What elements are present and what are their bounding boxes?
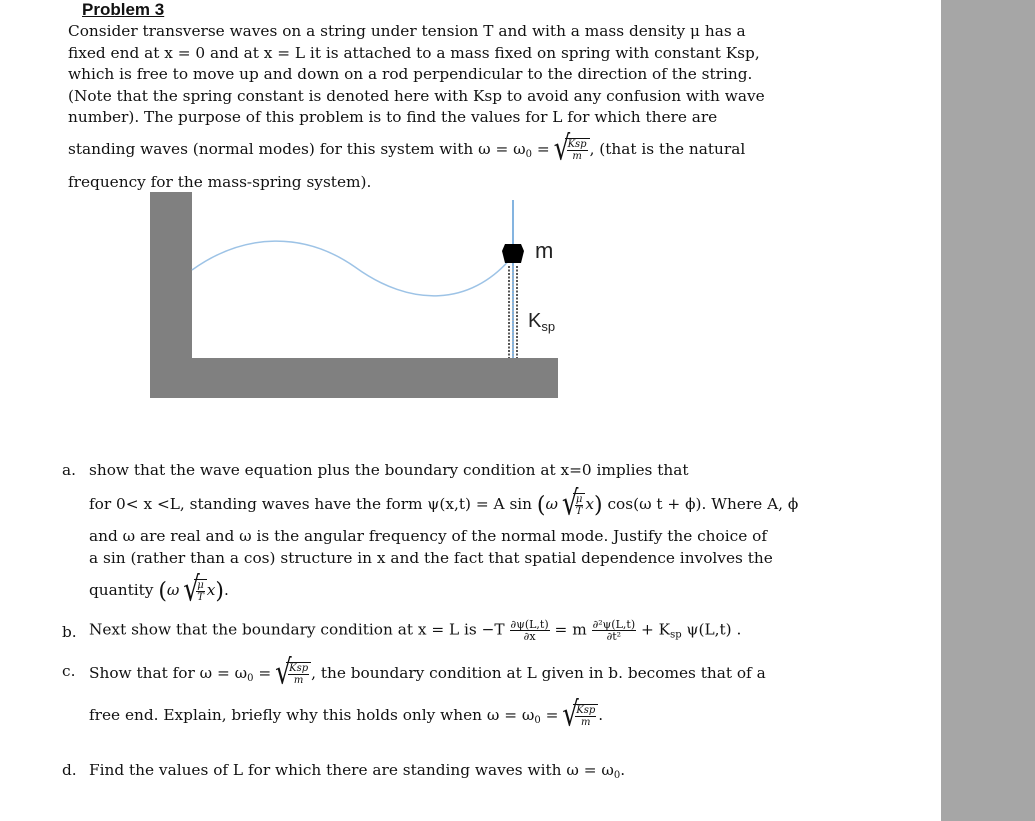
intro-line-4: (Note that the spring constant is denoted here with Ksp to avoid any confusion with wave [68, 86, 765, 105]
problem-title: Problem 3 [82, 0, 165, 19]
part-a-line-4: a sin (rather than a cos) structure in x and the fact that spatial dependence involves the [89, 549, 773, 567]
part-a-line-2: for 0< x <L, standing waves have the form ψ(x,t) = A sin (ω √ $\frac{\mu}{T}$ x) cos(ω t + ϕ). Where A, ϕ [89, 493, 798, 518]
mass-block [502, 244, 524, 263]
floor-base [150, 358, 558, 398]
intro-line-1: Consider transverse waves on a string under tension T and with a mass density μ has a [68, 22, 746, 40]
intro-line-5: number). The purpose of this problem is to find the values for L for which there are [68, 108, 718, 126]
intro-line-3: which is free to move up and down on a rod perpendicular to the direction of the string. [68, 65, 753, 83]
right-margin-gray [941, 0, 1035, 821]
part-a-line-5: quantity (ω √ $\frac{\mu}{T}$ x). [89, 579, 229, 604]
omega-definition-line: standing waves (normal modes) for this system with $\omega = \omega_0$ = √ $\frac{\text{Ksp}}{m}$ , (that is the natural [68, 138, 745, 162]
sqrt-ksp-over-m: √ $\frac{\text{Ksp}}{m}$ [555, 138, 590, 162]
wave-string [192, 241, 512, 296]
part-b-text: Next show that the boundary condition at x = L is −T [89, 620, 505, 639]
mass-label: m [535, 238, 554, 263]
problem-intro [68, 21, 868, 129]
intro-last-line: frequency for the mass-spring system). [68, 173, 372, 191]
part-a-line-3: and ω are real and ω is the angular frequency of the normal mode. Justify the choice of [89, 527, 767, 545]
document-page: Problem 3 Consider transverse waves on a string under tension T and with a mass density μ has a fixed end at x = 0 and at x = L it is attached to a mass fixed on spring with constant Ksp, which is free to move up and down on a rod perpendicular to the direction of the string. (Note that the spring constant is denoted here with Ksp to avoid any confusion with wave number). The purpose of this problem is to find the values for L for which there are standing waves (normal modes) for this system with $\omega = \omega_0$ = √ $\frac{\text{Ksp}}{m}$ , (that is the natural frequency for the mass-spring system). m $K_{sp}$ a. show that the wave equation plus the boundary condition at x=0 implies that for 0< x <L, standing waves have the form ψ(x,t) = A sin (ω √ $\frac{\mu}{T}$ x) cos(ω t + ϕ). Where A, ϕ and ω are real and ω is the angular frequency of the normal mode. Justify the choice of a sin (rather than a cos) structure in x and the fact that spatial dependence involves the quantity (ω √ $\frac{\mu}{T}$ x). b. Next show that the boundary condition at x = L is −T $\frac{\partial\psi(L,t)}{\partial x}$ = m $\frac{\text{∂²ψ(L,t)}}{\text{∂t²}}$ + $K_{sp}$ ψ(L,t) . c. Show that for $\omega = \omega_0$ = √ $\frac{\text{Ksp}}{m}$ , the boundary condition at L given in b. becomes that of a free end. Explain, briefly why this holds only when $\omega = \omega_0$ = √ $\frac{\text{Ksp}}{m}$ . d. Find the values of L for which there are standing waves with $\omega = \omega_0$. [0, 0, 941, 821]
string-spring-diagram [150, 192, 570, 402]
intro-line-2: fixed end at x = 0 and at x = L it is attached to a mass fixed on spring with constant Ksp, [68, 43, 760, 62]
part-c-line-2: free end. Explain, briefly why this holds only when $\omega = \omega_0$ = √ $\frac{\text{Ksp}}{m}$ . [89, 704, 603, 728]
spring-label: $K_{sp}$ [528, 310, 556, 334]
part-a-line-1: show that the wave equation plus the boundary condition at x=0 implies that [89, 461, 689, 479]
part-d-text: Find the values of L for which there are standing waves with ω = ω [89, 761, 614, 779]
part-c-line-1: Show that for $\omega = \omega_0$ = √ $\frac{\text{Ksp}}{m}$ , the boundary condition at L given in b. becomes that of a [89, 658, 889, 686]
